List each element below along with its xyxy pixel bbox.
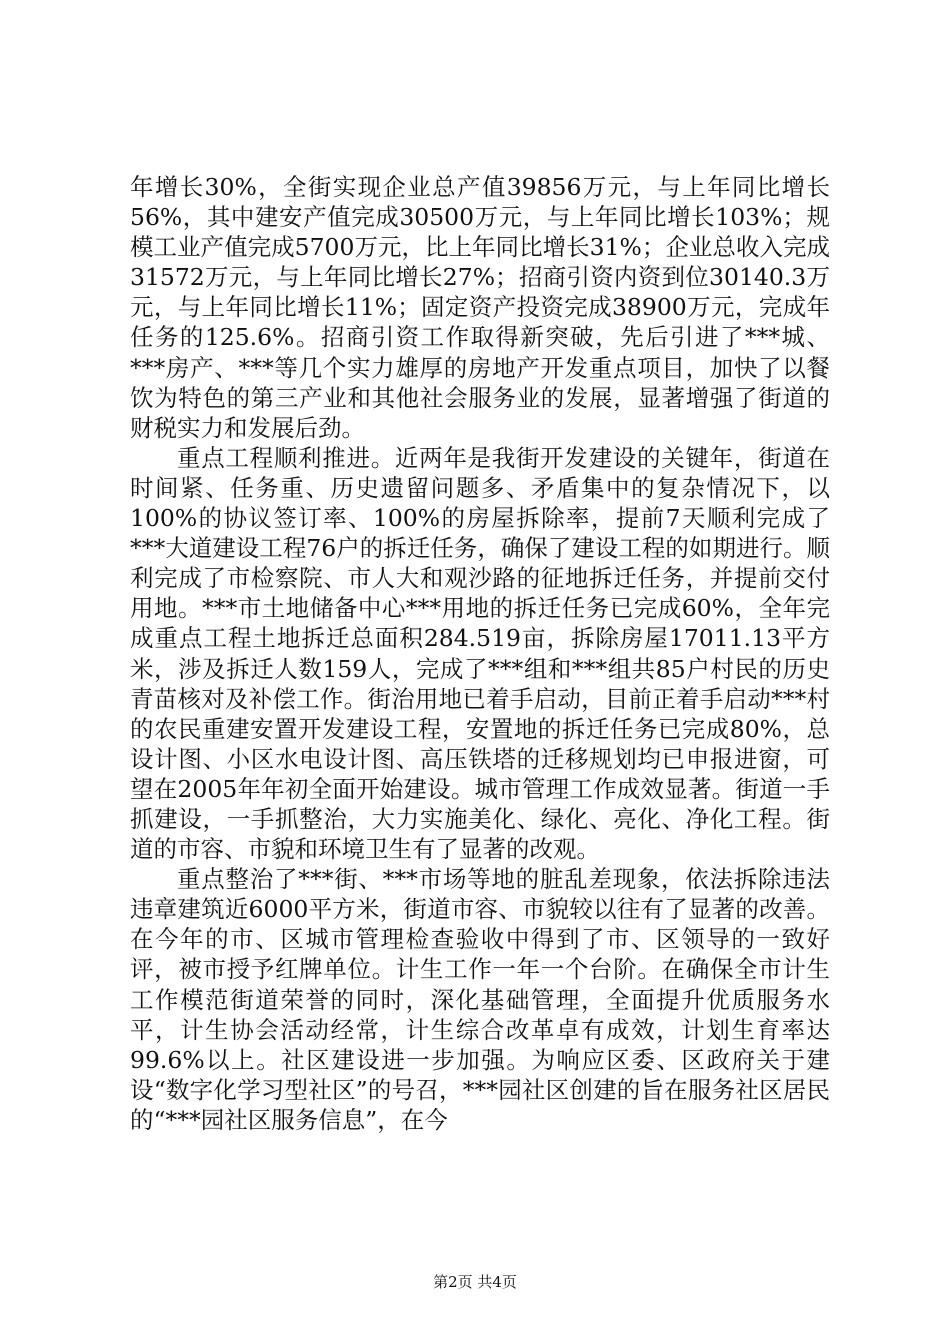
paragraph-2: 重点工程顺利推进。近两年是我街开发建设的关键年，街道在时间紧、任务重、历史遗留问题多、矛盾集中的复杂情况下，以100%的协议签订率、100%的房屋拆除率，提前7天顺利完成了***大道建设工程76户的拆迁任务，确保了建设工程的如期进行。顺利完成了市检察院、市人大和观沙路的征地拆迁任务，并提前交付用地。***市土地储备中心***用地的拆迁任务已完成60%，全年完成重点工程土地拆迁总面积284.519亩，拆除房屋17011.13平方米，涉及拆迁人数159人，完成了***组和***组共85户村民的历史青苗核对及补偿工作。街治用地已着手启动，目前正着手启动***村的农民重建安置开发建设工程，安置地的拆迁任务已完成80%，总设计图、小区水电设计图、高压铁塔的迁移规划均已申报进窗，可望在2005年年初全面开始建设。城市管理工作成效显著。街道一手抓建设，一手抓整治，大力实施美化、绿化、亮化、净化工程。街道的市容、市貌和环境卫生有了显著的改观。 — [130, 443, 830, 864]
document-body — [130, 172, 830, 1135]
paragraph-3: 重点整治了***街、***市场等地的脏乱差现象，依法拆除违法违章建筑近6000平方米，街道市容、市貌较以往有了显著的改善。在今年的市、区城市管理检查验收中得到了市、区领导的一致好评，被市授予红牌单位。计生工作一年一个台阶。在确保全市计生工作模范街道荣誉的同时，深化基础管理，全面提升优质服务水平，计生协会活动经常，计生综合改革卓有成效，计划生育率达99.6%以上。社区建设进一步加强。为响应区委、区政府关于建设“数字化学习型社区”的号召，***园社区创建的旨在服务社区居民的“***园社区服务信息”，在今 — [130, 865, 830, 1134]
page-number-footer: 第2页 共4页 — [433, 1273, 517, 1291]
paragraph-1: 年增长30%，全街实现企业总产值39856万元，与上年同比增长56%，其中建安产值完成30500万元，与上年同比增长103%；规模工业产值完成5700万元，比上年同比增长31%；企业总收入完成31572万元，与上年同比增长27%；招商引资内资到位30140.3万元，与上年同比增长11%；固定资产投资完成38900万元，完成年任务的125.6%。招商引资工作取得新突破，先后引进了***城、***房产、***等几个实力雄厚的房地产开发重点项目，加快了以餐饮为特色的第三产业和其他社会服务业的发展，显著增强了街道的财税实力和发展后劲。 — [130, 173, 830, 442]
